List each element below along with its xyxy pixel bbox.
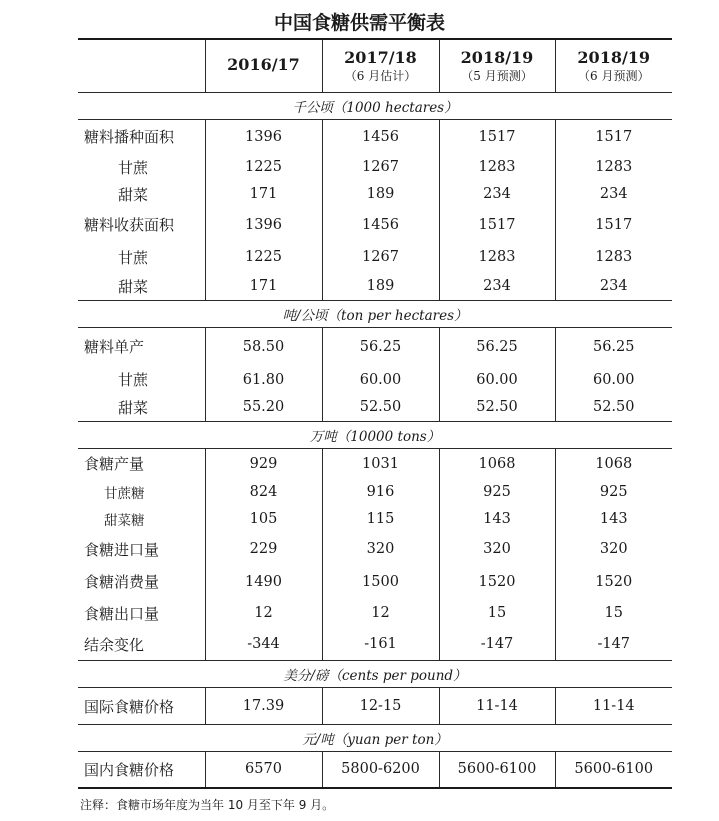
- data-cell: 58.50: [205, 328, 322, 366]
- row-label: 国内食糖价格: [78, 752, 205, 788]
- unit-label: 吨/公顷（ton per hectares）: [78, 301, 672, 328]
- data-cell: 56.25: [322, 328, 439, 366]
- data-cell: 5600-6100: [555, 752, 672, 788]
- data-cell: 1031: [322, 449, 439, 479]
- data-cell: 234: [439, 181, 555, 208]
- data-cell: 1225: [205, 154, 322, 181]
- data-cell: 12: [322, 598, 439, 629]
- row-label: 国际食糖价格: [78, 688, 205, 725]
- row-label: 甜菜: [78, 394, 205, 422]
- data-cell: 1520: [439, 566, 555, 598]
- col-header: 2017/18 （6 月估计）: [322, 39, 439, 93]
- data-cell: 12-15: [322, 688, 439, 725]
- data-cell: 1517: [555, 120, 672, 154]
- data-cell: 234: [555, 273, 672, 301]
- data-cell: 52.50: [322, 394, 439, 422]
- table-row: [78, 752, 672, 788]
- data-cell: 1517: [439, 120, 555, 154]
- row-label: 糖料单产: [84, 338, 145, 357]
- data-cell: 1396: [205, 120, 322, 154]
- data-cell: 56.25: [439, 328, 555, 366]
- table-row: [78, 688, 672, 725]
- data-cell: 5600-6100: [439, 752, 555, 788]
- data-cell: 320: [555, 533, 672, 566]
- table-row: [78, 533, 672, 566]
- data-cell: 189: [322, 273, 439, 301]
- data-cell: 52.50: [439, 394, 555, 422]
- data-cell: -161: [322, 629, 439, 661]
- supply-demand-table: [78, 38, 672, 789]
- data-cell: 56.25: [555, 328, 672, 366]
- table-row: [78, 479, 672, 506]
- data-cell: 916: [322, 479, 439, 506]
- data-cell: 5800-6200: [322, 752, 439, 788]
- data-cell: 1396: [205, 208, 322, 242]
- data-cell: 1490: [205, 566, 322, 598]
- table-row: [78, 366, 672, 394]
- data-cell: 11-14: [555, 688, 672, 725]
- data-cell: 52.50: [555, 394, 672, 422]
- data-cell: 61.80: [205, 366, 322, 394]
- data-cell: 1520: [555, 566, 672, 598]
- data-cell: 15: [555, 598, 672, 629]
- table-row: [78, 120, 672, 154]
- data-cell: 925: [555, 479, 672, 506]
- unit-label: 元/吨（yuan per ton）: [78, 725, 672, 752]
- data-cell: 143: [439, 506, 555, 533]
- row-label: 甜菜糖: [104, 513, 145, 529]
- table-row: [78, 394, 672, 422]
- data-cell: 1456: [322, 208, 439, 242]
- table-row: [78, 181, 672, 208]
- table-row: [78, 208, 672, 242]
- table-row: [78, 242, 672, 273]
- data-cell: 1283: [555, 154, 672, 181]
- unit-row: [78, 422, 672, 449]
- data-cell: 1267: [322, 154, 439, 181]
- data-cell: 1225: [205, 242, 322, 273]
- row-label: 糖料播种面积: [84, 128, 175, 147]
- data-cell: 60.00: [439, 366, 555, 394]
- row-label: 食糖产量: [84, 455, 145, 474]
- unit-label: 美分/磅（cents per pound）: [78, 661, 672, 688]
- data-cell: 6570: [205, 752, 322, 788]
- data-cell: 60.00: [322, 366, 439, 394]
- page-title: 中国食糖供需平衡表: [273, 12, 445, 34]
- unit-row: [78, 301, 672, 328]
- row-label: 甘蔗: [118, 248, 149, 267]
- data-cell: 1283: [555, 242, 672, 273]
- unit-label: 万吨（10000 tons）: [78, 422, 672, 449]
- data-cell: -147: [555, 629, 672, 661]
- col-header: 2018/19 （6 月预测）: [555, 39, 672, 93]
- data-cell: 929: [205, 449, 322, 479]
- table-row: [78, 328, 672, 366]
- data-cell: 1283: [439, 242, 555, 273]
- table-row: [78, 449, 672, 479]
- row-label: 食糖进口量: [84, 540, 160, 559]
- row-label: 食糖消费量: [84, 573, 160, 591]
- data-cell: 320: [322, 533, 439, 566]
- table-row: [78, 598, 672, 629]
- data-cell: 143: [555, 506, 672, 533]
- data-cell: 15: [439, 598, 555, 629]
- data-cell: 1068: [555, 449, 672, 479]
- data-cell: 55.20: [205, 394, 322, 422]
- row-label: 结余变化: [78, 629, 205, 661]
- data-cell: 234: [439, 273, 555, 301]
- table-row: [78, 566, 672, 598]
- data-cell: 115: [322, 506, 439, 533]
- data-cell: 320: [439, 533, 555, 566]
- header-row: [78, 39, 672, 93]
- data-cell: 17.39: [205, 688, 322, 725]
- data-cell: 229: [205, 533, 322, 566]
- data-cell: 824: [205, 479, 322, 506]
- footnote: 注释：食糖市场年度为当年 10 月至下年 9 月。: [80, 798, 335, 812]
- data-cell: 1517: [555, 208, 672, 242]
- data-cell: 189: [322, 181, 439, 208]
- row-label: 甜菜: [78, 273, 205, 301]
- col-header: 2018/19 （5 月预测）: [439, 39, 555, 93]
- header-corner: [78, 39, 205, 93]
- data-cell: 105: [205, 506, 322, 533]
- data-cell: 12: [205, 598, 322, 629]
- data-cell: 171: [205, 273, 322, 301]
- data-cell: 60.00: [555, 366, 672, 394]
- table-row: [78, 506, 672, 533]
- table-row: [78, 154, 672, 181]
- row-label: 甘蔗糖: [104, 486, 145, 502]
- table-row: [78, 629, 672, 661]
- data-cell: 1283: [439, 154, 555, 181]
- row-label: 甜菜: [118, 185, 149, 204]
- data-cell: 171: [205, 181, 322, 208]
- data-cell: 234: [555, 181, 672, 208]
- table-row: [78, 273, 672, 301]
- data-cell: -344: [205, 629, 322, 661]
- data-cell: 1267: [322, 242, 439, 273]
- data-cell: 1500: [322, 566, 439, 598]
- data-cell: 1068: [439, 449, 555, 479]
- data-cell: 925: [439, 479, 555, 506]
- unit-row: [78, 661, 672, 688]
- unit-row: [78, 725, 672, 752]
- data-cell: 1517: [439, 208, 555, 242]
- unit-label: 千公顷（1000 hectares）: [78, 93, 672, 120]
- data-cell: 11-14: [439, 688, 555, 725]
- row-label: 甘蔗: [118, 158, 149, 177]
- data-cell: -147: [439, 629, 555, 661]
- row-label: 甘蔗: [118, 371, 149, 389]
- data-cell: 1456: [322, 120, 439, 154]
- col-header: 2016/17: [205, 39, 322, 93]
- row-label: 食糖出口量: [84, 604, 160, 623]
- row-label: 糖料收获面积: [84, 216, 175, 234]
- unit-row: [78, 93, 672, 120]
